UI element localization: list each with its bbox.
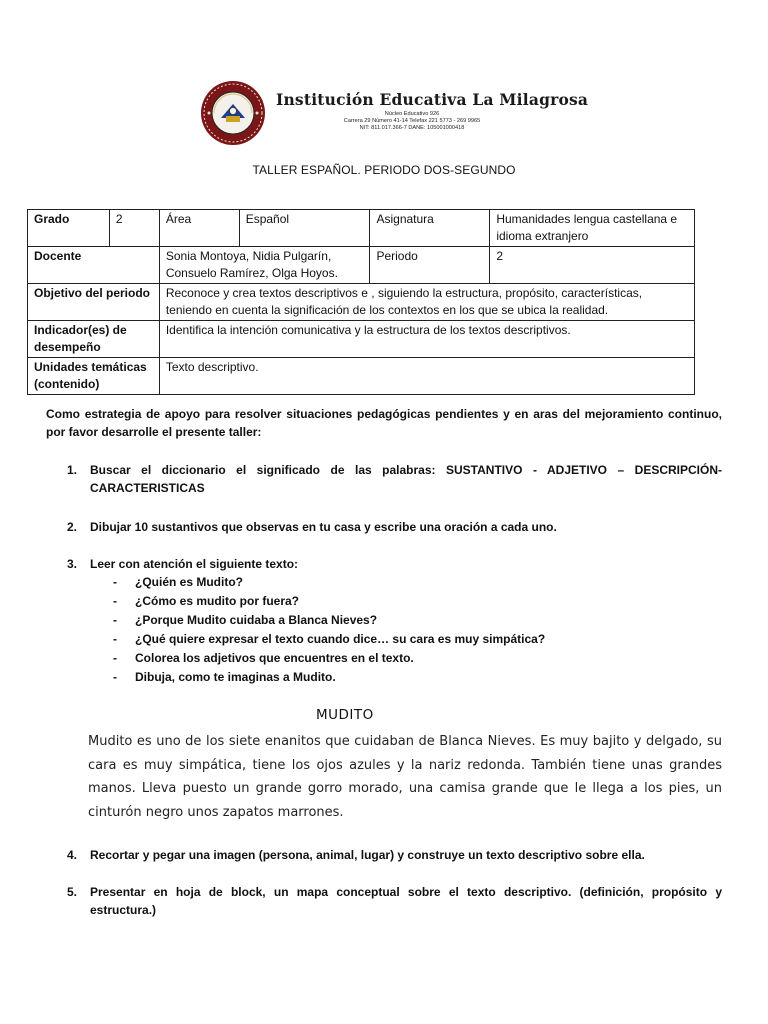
institution-header <box>200 80 589 144</box>
list-item-3 <box>67 555 722 575</box>
list-item <box>113 611 673 630</box>
item-text: Presentar en hoja de block, un mapa conceptual sobre el texto descriptivo. (definición, propósito y estructura.) <box>90 885 722 917</box>
story-text: Mudito es uno de los siete enanitos que cuidaban de Blanca Nieves. Es muy bajito y delgado, su cara es muy simpática, tiene los ojos azules y la nariz redonda. También tiene unas grandes manos. Lleva puesto un grande gorro morado, una camisa grande que le llega a los pies, un cinturón negro unos zapatos marrones. <box>88 734 722 820</box>
area-label: Área <box>159 210 239 247</box>
course-info-table <box>27 209 695 395</box>
table-row <box>28 284 695 321</box>
question-text: ¿Cómo es mudito por fuera? <box>135 594 300 608</box>
table-row <box>28 321 695 358</box>
bullet-dash: - <box>113 670 117 684</box>
unidades-value: Texto descriptivo. <box>159 358 694 395</box>
list-item-1 <box>67 461 722 501</box>
asignatura-value: Humanidades lengua castellana e idioma extranjero <box>490 210 695 247</box>
item-number: 2. <box>67 520 78 534</box>
periodo-value: 2 <box>490 247 695 284</box>
institution-nucleo: Núcleo Educativo 926 <box>384 111 440 117</box>
list-item <box>113 592 673 611</box>
table-row <box>28 210 695 247</box>
item-number: 1. <box>67 463 78 477</box>
bullet-dash: - <box>113 632 117 646</box>
item-text: Recortar y pegar una imagen (persona, animal, lugar) y construye un texto descriptivo sobre ella. <box>90 848 645 862</box>
indicador-label: Indicador(es) de desempeño <box>28 321 160 358</box>
question-text: ¿Qué quiere expresar el texto cuando dice… su cara es muy simpática? <box>135 632 546 646</box>
list-item <box>113 573 673 592</box>
area-value: Español <box>239 210 370 247</box>
question-text: ¿Quién es Mudito? <box>135 575 243 589</box>
question-list <box>113 573 673 687</box>
item-text: Dibujar 10 sustantivos que observas en tu casa y escribe una oración a cada uno. <box>90 520 557 534</box>
institution-address: Carrera 29 Número 41-14 Telefax 221 5773 - 269 9965 <box>343 118 481 124</box>
list-item <box>113 668 673 687</box>
indicador-value: Identifica la intención comunicativa y la estructura de los textos descriptivos. <box>159 321 694 358</box>
item-text: Leer con atención el siguiente texto: <box>90 557 299 571</box>
asignatura-label: Asignatura <box>370 210 490 247</box>
grado-label: Grado <box>28 210 110 247</box>
bullet-dash: - <box>113 651 117 665</box>
item-number: 3. <box>67 557 78 571</box>
docente-label: Docente <box>28 247 160 284</box>
unidades-label: Unidades temáticas (contenido) <box>28 358 160 395</box>
table-row <box>28 247 695 284</box>
item-text: Buscar el diccionario el significado de las palabras: SUSTANTIVO - ADJETIVO – DESCRIPCIÓN- CARACTERISTICAS <box>90 463 722 495</box>
item-number: 4. <box>67 848 78 862</box>
periodo-label: Periodo <box>370 247 490 284</box>
question-text: ¿Porque Mudito cuidaba a Blanca Nieves? <box>135 613 378 627</box>
intro-paragraph: Como estrategia de apoyo para resolver situaciones pedagógicas pendientes y en aras del mejoramiento continuo, por favor desarrolle el presente taller: <box>46 407 722 439</box>
question-text: Dibuja, como te imaginas a Mudito. <box>135 670 336 684</box>
list-item-5 <box>67 883 722 923</box>
list-item-2 <box>67 518 722 538</box>
list-item <box>113 630 673 649</box>
table-row <box>28 358 695 395</box>
grado-value: 2 <box>109 210 159 247</box>
question-text: Colorea los adjetivos que encuentres en el texto. <box>135 651 414 665</box>
bullet-dash: - <box>113 594 117 608</box>
objetivo-value: Reconoce y crea textos descriptivos e , siguiendo la estructura, propósito, características, teniendo en cuenta la significación de los contextos en los que se ubica la realidad. <box>159 284 694 321</box>
docente-value: Sonia Montoya, Nidia Pulgarín, Consuelo Ramírez, Olga Hoyos. <box>159 247 370 284</box>
bullet-dash: - <box>113 575 117 589</box>
list-item <box>113 649 673 668</box>
objetivo-label: Objetivo del periodo <box>28 284 160 321</box>
document-title: TALLER ESPAÑOL. PERIODO DOS-SEGUNDO <box>252 163 516 177</box>
list-item-4 <box>67 846 722 866</box>
institution-nit: NIT: 811.017.366-7 DANE: 105001000418 <box>359 125 465 131</box>
story-title: MUDITO <box>316 707 374 723</box>
institution-seal-logo <box>200 80 266 146</box>
item-number: 5. <box>67 885 78 899</box>
bullet-dash: - <box>113 613 117 627</box>
institution-name: Institución Educativa La Milagrosa <box>276 90 589 109</box>
